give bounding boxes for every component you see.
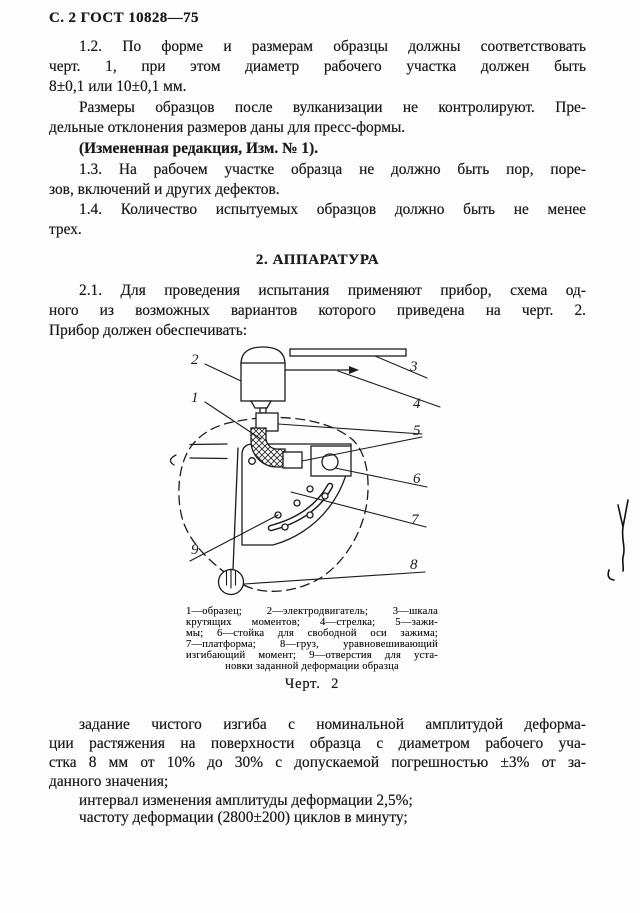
caption-line: крутящих моментов; 4—стрелка; 5—зажи-	[186, 616, 438, 628]
text-line: Размеры образцов после вулканизации не контролируют. Пре-	[79, 99, 586, 116]
text-line: частоту деформации (2800±200) циклов в минуту;	[79, 809, 408, 826]
text-line: дельные отклонения размеров даны для пресс-формы.	[49, 119, 406, 136]
torque-scale	[290, 349, 406, 356]
cord	[233, 448, 238, 570]
lower-clamp	[283, 452, 302, 468]
text-line: черт. 1, при этом диаметр рабочего участка должен быть	[49, 58, 586, 75]
page-header: С. 2 ГОСТ 10828—75	[49, 10, 199, 26]
callout-1: 1	[191, 390, 199, 406]
text-line: задание чистого изгиба с номинальной амплитудой деформа-	[79, 716, 586, 733]
motor-shaft	[260, 408, 266, 413]
callout-2: 2	[191, 352, 199, 368]
callout-9: 9	[191, 542, 199, 558]
callout-3: 3	[410, 359, 418, 375]
text-line: зов, включений и других дефектов.	[49, 181, 280, 198]
callout-7: 7	[411, 512, 419, 528]
section-title: 2. АППАРАТУРА	[255, 252, 380, 268]
paragraph-2-1	[49, 281, 586, 341]
paragraph-chastota	[49, 808, 586, 827]
figure-caption	[186, 607, 438, 672]
figure-diagram	[163, 344, 443, 600]
text-line: трех.	[49, 221, 82, 238]
figure-label: Черт. 2	[284, 676, 340, 692]
text-line: 8±0,1 или 10±0,1 мм.	[49, 78, 187, 95]
callout-8: 8	[410, 557, 418, 573]
callout-5: 5	[413, 423, 421, 439]
mount-bracket	[190, 444, 227, 459]
text-line: 2.1. Для проведения испытания применяют прибор, схема од-	[79, 282, 586, 299]
callout-4: 4	[413, 396, 421, 412]
paragraph-razmery	[49, 98, 586, 138]
motor-dome	[241, 347, 285, 364]
scan-artifact	[601, 497, 637, 589]
text-line: стка 8 мм от 10% до 30% с допускаемой погрешностью ±3% от за-	[49, 754, 586, 771]
text-line: 1.3. На рабочем участке образца не должно быть пор, поре-	[79, 161, 586, 178]
caption-line: новки заданной деформации образца	[225, 660, 399, 672]
paragraph-1-3-1-4	[49, 160, 586, 240]
text-line: ции растяжения на поверхности образца с диаметром рабочего уча-	[49, 735, 586, 752]
pivot-hole	[249, 458, 256, 465]
text-line: (Измененная редакция, Изм. № 1).	[79, 140, 319, 157]
callout-6: 6	[413, 471, 421, 487]
caption-line: 1—образец; 2—электродвигатель; 3—шкала	[186, 606, 438, 617]
caption-line: мы; 6—стойка для свободной оси зажима;	[186, 627, 438, 639]
text-line: 1.2. По форме и размерам образцы должны соответствовать	[79, 38, 586, 55]
text-line: ного из возможных вариантов которого приведена на черт. 2.	[49, 302, 586, 319]
scan-mark	[170, 455, 176, 465]
text-line: данного значения;	[49, 773, 169, 790]
caption-line: изгибающий момент; 9—отверстия для уста-	[186, 649, 438, 661]
motor-body	[241, 363, 285, 401]
text-line: 1.4. Количество испытуемых образцов должно быть не менее	[79, 201, 586, 218]
motor-neck	[251, 401, 271, 408]
paragraph-izmenennaya	[49, 139, 586, 159]
caption-line: 7—платформа; 8—груз, уравновешивающий	[186, 638, 438, 650]
paragraph-1-2	[49, 37, 586, 97]
text-line: интервал изменения амплитуды деформации 2,5%;	[79, 792, 413, 809]
text-line: Прибор должен обеспечивать:	[49, 322, 248, 339]
pointer-arrowhead	[349, 366, 359, 374]
paragraph-zadanie	[49, 715, 586, 791]
